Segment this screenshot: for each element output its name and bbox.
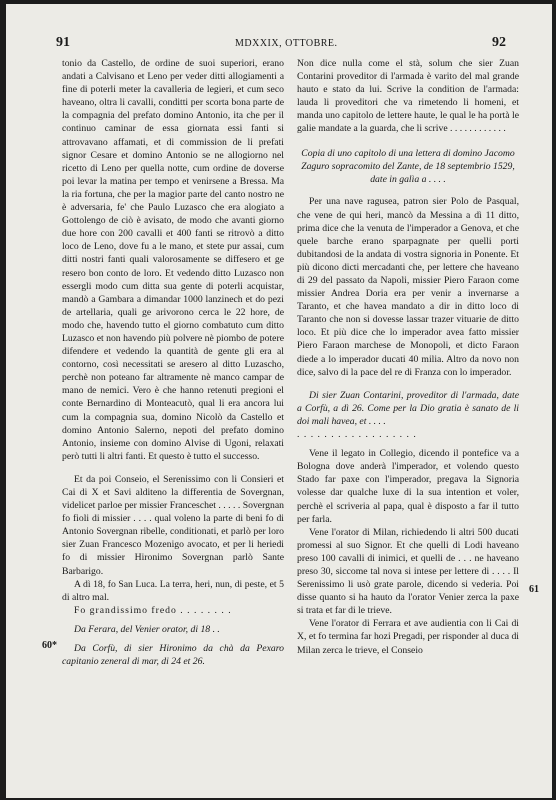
right-paragraph: Vene l'orator di Milan, richiedendo li altri 500 ducati promessi al suo Signor. Et che quelli di Lodi haveano preso 100 cavalli di inimici, et quelli de . . . ne haveano preso 30, siccome tal nova si intese per lettere di . . . . Il Serenissimo li usò grate parole, dicendo si vederia. Poi disse quanto si ha hauto da l'orator Venier zerca la paxe si trata et far di le trieve. <box>297 526 519 617</box>
left-page-number: 91 <box>56 35 70 50</box>
right-paragraph: Di sier Zuan Contarini, proveditor di l'armada, date a Corfù, a dì 26. Come per la Dio gratia è sanato de li doi mali havea, et . . . . <box>297 389 519 427</box>
margin-note-left: 60* <box>42 640 57 651</box>
right-page-number: 92 <box>492 35 506 50</box>
left-paragraph: Da Ferara, del Venier orator, di 18 . . <box>74 623 220 635</box>
left-paragraph: Fo grandissimo fredo . . . . . . . . <box>74 604 232 616</box>
right-paragraph: Non dice nulla come el stà, solum che sier Zuan Contarini proveditor di l'armada è varito del mal grande hauto e stato da lui. Scrive la condition de l'armada: lauda li proveditori che va rimetendo li homeni, et manda uno capitolo de lettere haute, le qual le ha portà le galie mandate a la guarda, che li scrive . . . . . . . . . . . . <box>297 58 519 135</box>
left-column <box>62 57 284 668</box>
letter-heading: Copia di uno capitolo di una lettera di domino Jacomo Zaguro sopracomito del Zante, de 18 septembrio 1529, date in galìa a . . . . <box>301 147 515 186</box>
book-page <box>6 4 552 798</box>
right-paragraph: Vene l'orator di Ferrara et ave audientia con li Cai di X, et fo termina far hozi Pregadi, per risponder al duca di Milan zerca le trieve, el Conseio <box>297 618 519 656</box>
left-paragraph: Da Corfù, di sier Hironimo da chà da Pexaro capitanio zeneral di mar, di 24 et 26. <box>62 643 284 668</box>
left-paragraph: tonio da Castello, de ordine de suoi superiori, erano andati a Calvisano et Leno per veder ditti allogiamenti a fine di poterli meter la cavalleria de legieri, et cum seco haveano, oltra li cavalli, conditti per scorta bona parte de la compagnia del prefato domino Antonio, ita che per il continuo caminar de essa giornata essi fanti si attrovavano affamati, et di commission de li prefati signor Cesare et domino Antonio se ne allogiorno nel ricetto di Leno per quella notte, cum ordine de doverse poi levar la matina per tempo et venirsene a Bressa. Ma la ria fortuna, che per la magior parte del canto nostro ne è adversaria, fe' che Paulo Luzasco che era alogiato a Gottolengo de ciò è avisato, de modo che avanti giorno due hore con 200 cavalli et 400 fanti se ritrovò a ditto loco de Leno, dove fu a le mano, et stete pur assai, cum ditti nostri fanti quali valorosamente se diffesero et ge resero bon conto de loro. Et vedendo ditto Luzasco non essergli modo cum ditta sua gente di poterli acquistar, mandò a Gambara a dimandar 1000 lanzinech et do pezi de artellaria, quali ge arivorono cerca le 22 hore, de modo che, havendo tutto el giorno combatuto cum ditto Luzasco et non havendo più polvere nè piombo de potere difendere et vedendo la quantità de gente gli era al contorno, così necessitati se aresero al ditto Luzascho, perchè non poteano far altramente nè manco campar de mano de nemici. Vero è che hanno retenuti pregioni el conte Bernardino di Monteacutò, qual li era ancora lui cum la compagnia sua, domino Nicolò da Castello et domino Antonio Salerno, nepoti del prefato domino Antonio, insieme con domino Alvise di Ugoni, relaxati però tutti li altri fanti. Et questo è tutto el successo. <box>62 58 284 462</box>
left-paragraph: A dì 18, fo San Luca. La terra, heri, nun, di peste, et 5 di altro mal. <box>62 578 284 603</box>
left-paragraph: Et da poi Conseio, el Serenissimo con li Consieri et Cai di X et Savi alditeno la differentia de Sovergnan, videlicet parloe per missier Franceschet . . . . . Sovergnan fo fioli di missier . . . . qual voleno la parte di beni fo di Antonio Sovergnan ribelle, conditionati, et parlò per loro sier Zuan Francesco Mozenigo avocato, et per li heriedi fo di missier Hironimo Sovergnan parlò Sante Barbarigo. <box>62 473 284 577</box>
right-paragraph: Vene il legato in Collegio, dicendo il pontefice va a Bologna dove anderà l'imperador, et volendo questo Stado far paxe con l'imperador, pregava la Signoria volesse dar qualche luxe di la sua intention et voler, perchè el scriveria al papa, qual è disposto a far il tutto per farla. <box>297 448 519 525</box>
running-header: MDXXIX, OTTOBRE. <box>235 38 338 49</box>
right-column <box>297 57 519 657</box>
right-paragraph: Per una nave ragusea, patron sier Polo de Pasqual, che vene de qui heri, mancò da Messina a dì 11 ditto, prima dice che la venuta de l'imperador a Genova, et che quele barche erano sparpagnate per quelli porti dubitandosi de la andata di vostra signoria in Ponente. Et più dicono dicti mercadanti che, per lettere che haveano di 29 del passato da Napoli, missier Piero Faraon come missier Andrea Doria era per venir a invernarse a Taranto, et che havea mandato a dir in ditto loco di Taranto che non si dovesse lassar trazer vituarie de ditto loco. Et più dice che lo imperador avea fatto missier Piero Faraon marchese de Monopoli, et dicto Faraon diede a lo imperador ducati 40 milia. Altro da novo non dice, salvo di la pace del re di Franza con lo imperador. <box>297 196 519 378</box>
margin-note-right: 61 <box>529 584 539 595</box>
dotted-line: . . . . . . . . . . . . . . . . . . <box>297 429 417 441</box>
